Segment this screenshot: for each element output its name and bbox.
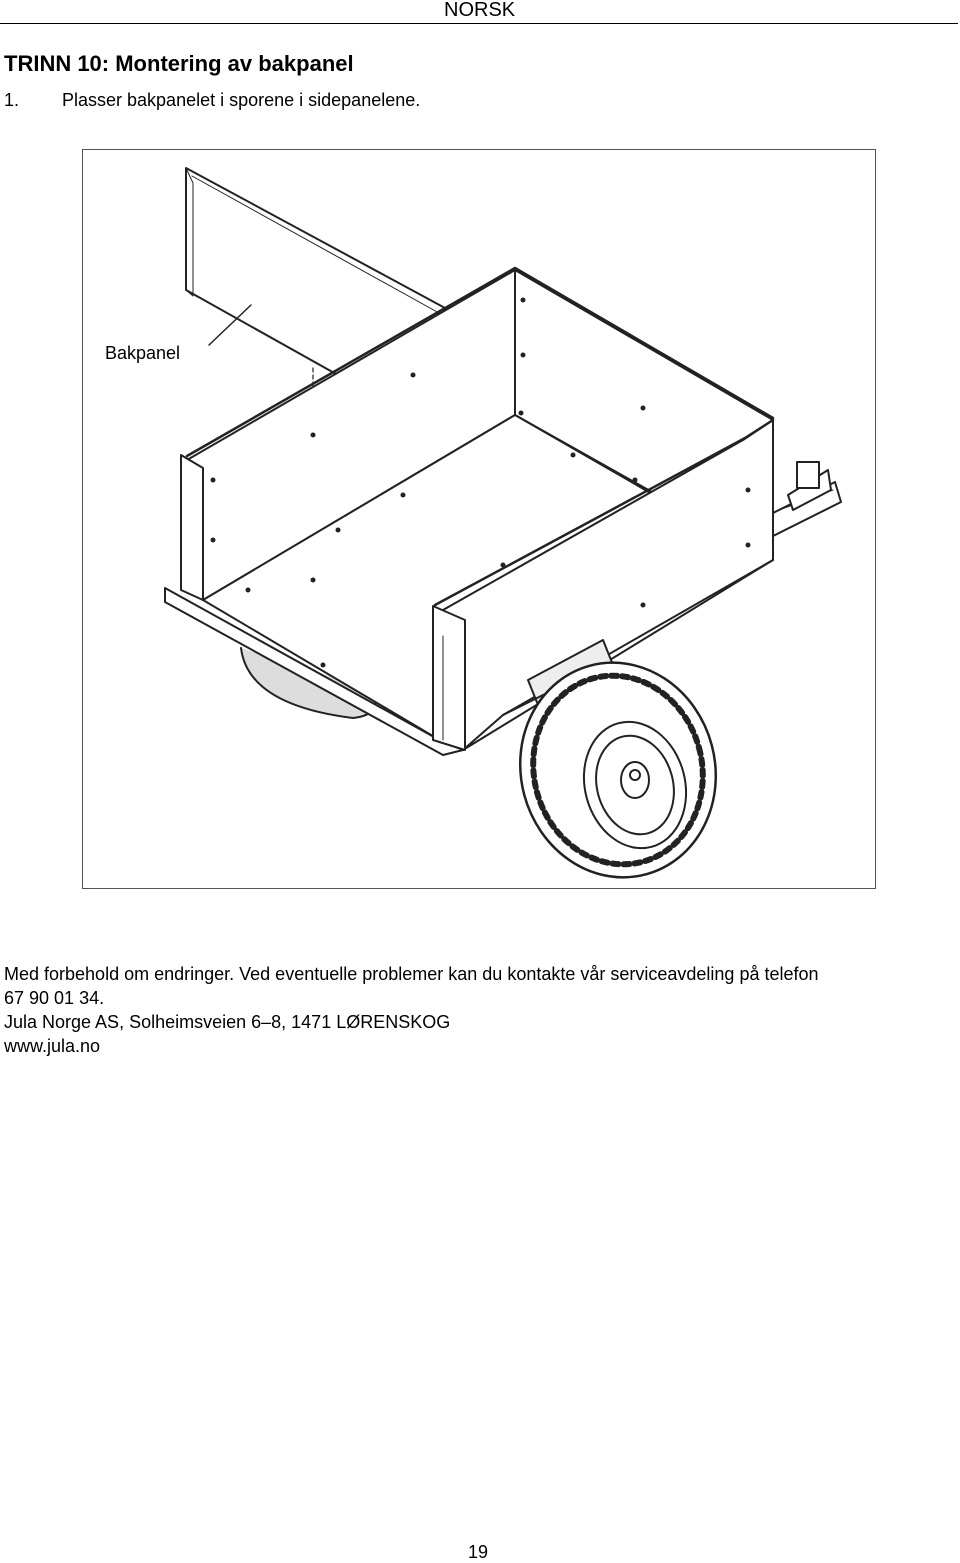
header-divider [0,23,958,24]
assembly-illustration [82,149,876,889]
step-title: TRINN 10: Montering av bakpanel [4,51,354,76]
instruction-item [4,89,420,111]
header-language: NORSK [444,0,516,21]
instruction-number: 1. [4,90,20,110]
footer-line-1: Med forbehold om endringer. Ved eventuelle problemer kan du kontakte vår serviceavdeling på telefon [4,964,819,984]
callout-bakpanel: Bakpanel [105,343,181,363]
footer-address: Jula Norge AS, Solheimsveien 6–8, 1471 LØRENSKOG [4,1012,451,1032]
page-number: 19 [468,1542,489,1562]
footer-line-2: 67 90 01 34. [4,988,105,1008]
footer-website: www.jula.no [4,1036,101,1056]
instruction-text: Plasser bakpanelet i sporene i sidepanelene. [62,90,421,110]
footer-notice [4,962,819,1058]
trailer-drawing [83,150,877,890]
